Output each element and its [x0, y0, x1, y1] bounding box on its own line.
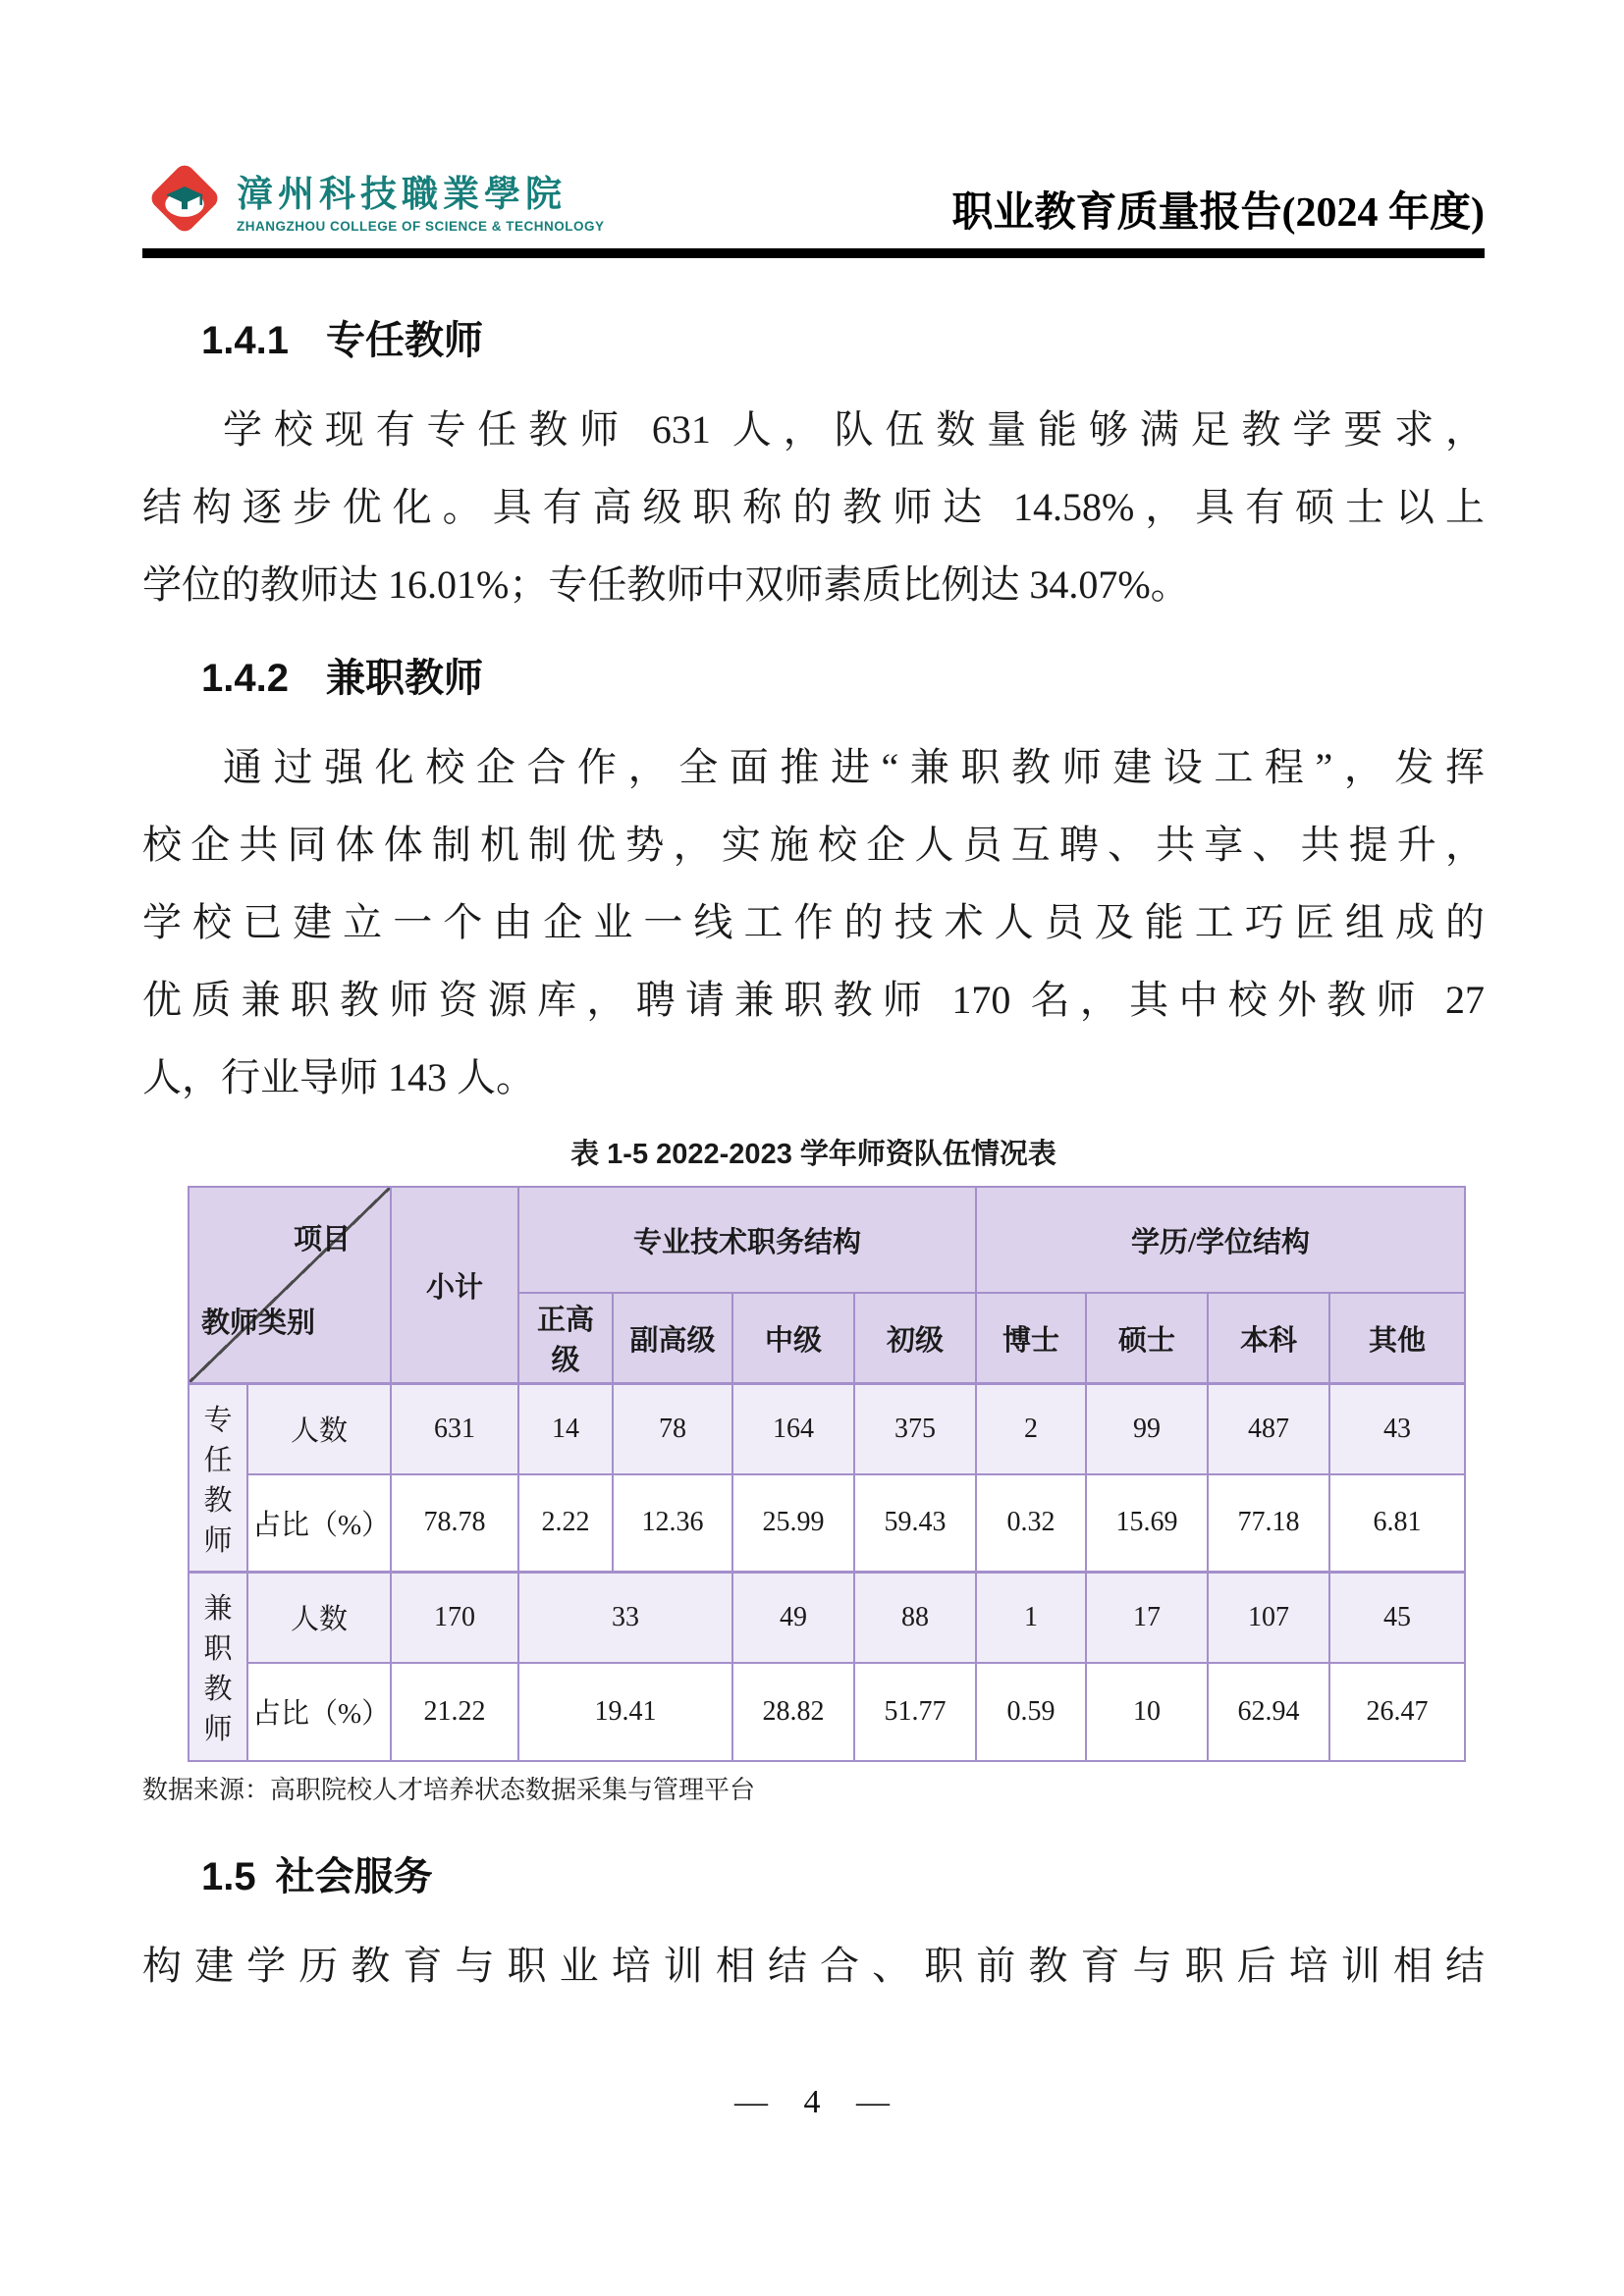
cell: 78	[613, 1384, 732, 1474]
page-header	[142, 0, 1485, 240]
paragraph-line: 人，行业导师 143 人。	[142, 1055, 535, 1099]
cell: 15.69	[1086, 1474, 1208, 1573]
cell: 78.78	[391, 1474, 518, 1573]
paragraph-line: 通过强化校企合作，全面推进“兼职教师建设工程”，发挥	[223, 745, 1485, 789]
paragraph-line: 优质兼职教师资源库，聘请兼职教师 170 名，其中校外教师 27	[142, 978, 1485, 1022]
college-logo-icon	[142, 156, 227, 240]
college-logo	[142, 156, 605, 240]
column-header: 硕士	[1086, 1293, 1208, 1384]
group-header-degree: 学历/学位结构	[976, 1187, 1465, 1293]
cell: 49	[732, 1573, 854, 1663]
cell: 77.18	[1208, 1474, 1329, 1573]
cell: 107	[1208, 1573, 1329, 1663]
cell: 1	[976, 1573, 1086, 1663]
section-number: 1.5	[201, 1854, 256, 1898]
cell: 43	[1329, 1384, 1465, 1474]
header-rule	[142, 248, 1485, 258]
cell: 14	[518, 1384, 613, 1474]
cell: 170	[391, 1573, 518, 1663]
row-metric: 人数	[247, 1573, 391, 1663]
table-row	[189, 1573, 1465, 1663]
row-metric: 人数	[247, 1384, 391, 1474]
paragraph-1-5	[142, 1927, 1485, 2004]
column-header: 正高级	[518, 1293, 613, 1384]
table-caption: 表 1-5 2022-2023 学年师资队伍情况表	[570, 1139, 1056, 1170]
section-heading-1-4-2	[201, 647, 1485, 703]
cell: 62.94	[1208, 1663, 1329, 1761]
paragraph-line: 结构逐步优化。具有高级职称的教师达 14.58%，具有硕士以上	[142, 485, 1485, 529]
cell: 164	[732, 1384, 854, 1474]
section-heading-1-4-1	[201, 309, 1485, 365]
paragraph-1-4-1	[142, 391, 1485, 623]
cell: 375	[854, 1384, 976, 1474]
row-metric: 占比（%）	[247, 1474, 391, 1573]
paragraph-line: 学校已建立一个由企业一线工作的技术人员及能工巧匠组成的	[142, 900, 1485, 944]
table-source-note: 数据来源：高职院校人才培养状态数据采集与管理平台	[142, 1775, 756, 1804]
column-header: 本科	[1208, 1293, 1329, 1384]
report-title: 职业教育质量报告(2024 年度)	[951, 190, 1485, 236]
column-header: 初级	[854, 1293, 976, 1384]
row-category: 专任教师	[189, 1384, 247, 1573]
column-header: 中级	[732, 1293, 854, 1384]
cell: 2.22	[518, 1474, 613, 1573]
cell-merged-senior: 19.41	[518, 1663, 732, 1761]
paragraph-line: 学校现有专任教师 631 人，队伍数量能够满足教学要求，	[223, 407, 1485, 452]
college-logo-text	[237, 164, 605, 234]
cell: 25.99	[732, 1474, 854, 1573]
college-name-cn: 漳州科技職業學院	[237, 174, 567, 215]
cell: 51.77	[854, 1663, 976, 1761]
paragraph-line: 构建学历教育与职业培训相结合、职前教育与职后培训相结	[142, 1943, 1485, 1988]
section-number: 1.4.2	[201, 657, 289, 700]
cell: 28.82	[732, 1663, 854, 1761]
column-header: 其他	[1329, 1293, 1465, 1384]
college-name-en: ZHANGZHOU COLLEGE OF SCIENCE & TECHNOLOGY	[237, 218, 605, 234]
cell: 59.43	[854, 1474, 976, 1573]
section-title: 兼职教师	[325, 657, 483, 700]
cell: 487	[1208, 1384, 1329, 1474]
section-number: 1.4.1	[201, 319, 289, 362]
cell: 0.59	[976, 1663, 1086, 1761]
cell: 45	[1329, 1573, 1465, 1663]
row-category: 兼职教师	[189, 1573, 247, 1761]
table-corner-cell	[189, 1187, 391, 1384]
cell: 0.32	[976, 1474, 1086, 1573]
paragraph-line: 校企共同体体制机制优势，实施校企人员互聘、共享、共提升，	[142, 823, 1485, 867]
table-row	[189, 1474, 1465, 1573]
group-header-professional: 专业技术职务结构	[518, 1187, 976, 1293]
column-header: 副高级	[613, 1293, 732, 1384]
cell: 21.22	[391, 1663, 518, 1761]
paragraph-1-4-2	[142, 728, 1485, 1116]
row-metric: 占比（%）	[247, 1663, 391, 1761]
faculty-table	[188, 1186, 1466, 1762]
table-row	[189, 1384, 1465, 1474]
cell: 88	[854, 1573, 976, 1663]
column-header-subtotal: 小计	[391, 1187, 518, 1384]
table-row	[189, 1663, 1465, 1761]
cell: 631	[391, 1384, 518, 1474]
cell: 6.81	[1329, 1474, 1465, 1573]
section-heading-1-5	[201, 1845, 1485, 1901]
cell: 12.36	[613, 1474, 732, 1573]
cell: 99	[1086, 1384, 1208, 1474]
cell: 10	[1086, 1663, 1208, 1761]
corner-label-category: 教师类别	[201, 1308, 316, 1339]
corner-label-item: 项目	[293, 1224, 351, 1255]
cell: 26.47	[1329, 1663, 1465, 1761]
cell: 17	[1086, 1573, 1208, 1663]
paragraph-line: 学位的教师达 16.01%；专任教师中双师素质比例达 34.07%。	[142, 562, 1190, 607]
cell-merged-senior: 33	[518, 1573, 732, 1663]
column-header: 博士	[976, 1293, 1086, 1384]
section-title: 社会服务	[275, 1854, 433, 1898]
page-number: — 4 —	[734, 2084, 890, 2120]
section-title: 专任教师	[325, 319, 483, 362]
cell: 2	[976, 1384, 1086, 1474]
